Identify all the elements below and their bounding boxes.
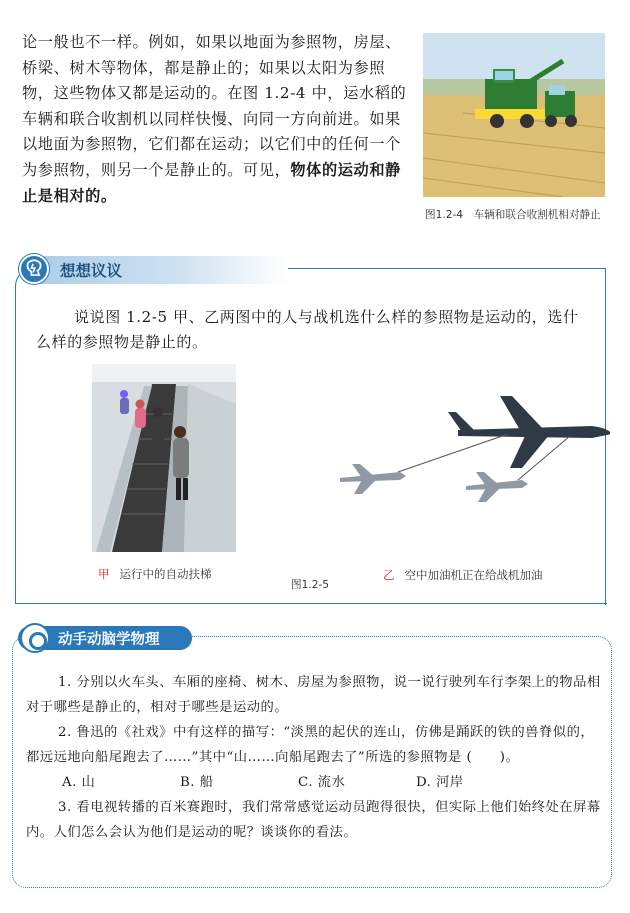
discussion-text: 说说图 1.2-5 甲、乙两图中的人与战机选什么样的参照物是运动的，选什么样的参照物是静止的。 [36, 308, 579, 351]
refueling-jets-photo [330, 390, 610, 510]
jia-mark: 甲 [98, 567, 110, 581]
figure-125-label: 图1.2-5 [291, 579, 330, 591]
escalator-photo [92, 364, 236, 552]
figure-125-yi-caption [383, 567, 543, 583]
figure-125-jia-caption [98, 566, 212, 582]
option-d: D. 河岸 [416, 775, 464, 790]
option-a: A. 山 [62, 775, 96, 790]
jia-caption-text: 运行中的自动扶梯 [119, 567, 212, 581]
intro-conclusion: 物体的运动和静止是相对的。 [22, 160, 401, 205]
yi-mark: 乙 [383, 568, 395, 582]
discussion-title: 想想议议 [60, 262, 123, 280]
question-2: 2. 鲁迅的《社戏》中有这样的描写：“淡黑的起伏的连山，仿佛是踊跃的铁的兽脊似的，都远远地向船尾跑去了……”其中“山……向船尾跑去了”所选的参照物是 ( )。 [26, 725, 595, 765]
intro-paragraph [22, 30, 410, 209]
discussion-head-icon [19, 254, 49, 284]
figure-124-caption: 图1.2-4 车辆和联合收割机相对静止 [425, 209, 601, 221]
discussion-header-bar [18, 256, 288, 284]
hands-on-questions [26, 670, 601, 845]
question-2-options [26, 770, 601, 795]
yi-caption-text: 空中加油机正在给战机加油 [404, 568, 543, 582]
option-c: C. 流水 [298, 775, 346, 790]
hands-on-title: 动手动脑学物理 [58, 632, 160, 648]
question-1: 1. 分别以火车头、车厢的座椅、树木、房屋为参照物，说一说行驶列车行李架上的物品相对于哪些是静止的，相对于哪些是运动的。 [26, 675, 601, 715]
harvester-photo [423, 33, 605, 197]
question-3: 3. 看电视转播的百米赛跑时，我们常常感觉运动员跑得很快，但实际上他们始终处在屏幕内。人们怎么会认为他们是运动的呢？谈谈你的看法。 [26, 800, 601, 840]
option-b: B. 船 [180, 775, 214, 790]
intro-text: 论一般也不一样。例如，如果以地面为参照物，房屋、桥梁、树木等物体，都是静止的；如果以太阳为参照物，这些物体又都是运动的。在图 1.2-4 中，运水稻的车辆和联合收割机以同样快慢、向同一方向前进。如果以地面为参照物，它们都在运动；以它们中的任何一个为参照物，则另一个是静止的。可见， [22, 33, 407, 179]
target-icon [20, 623, 50, 653]
